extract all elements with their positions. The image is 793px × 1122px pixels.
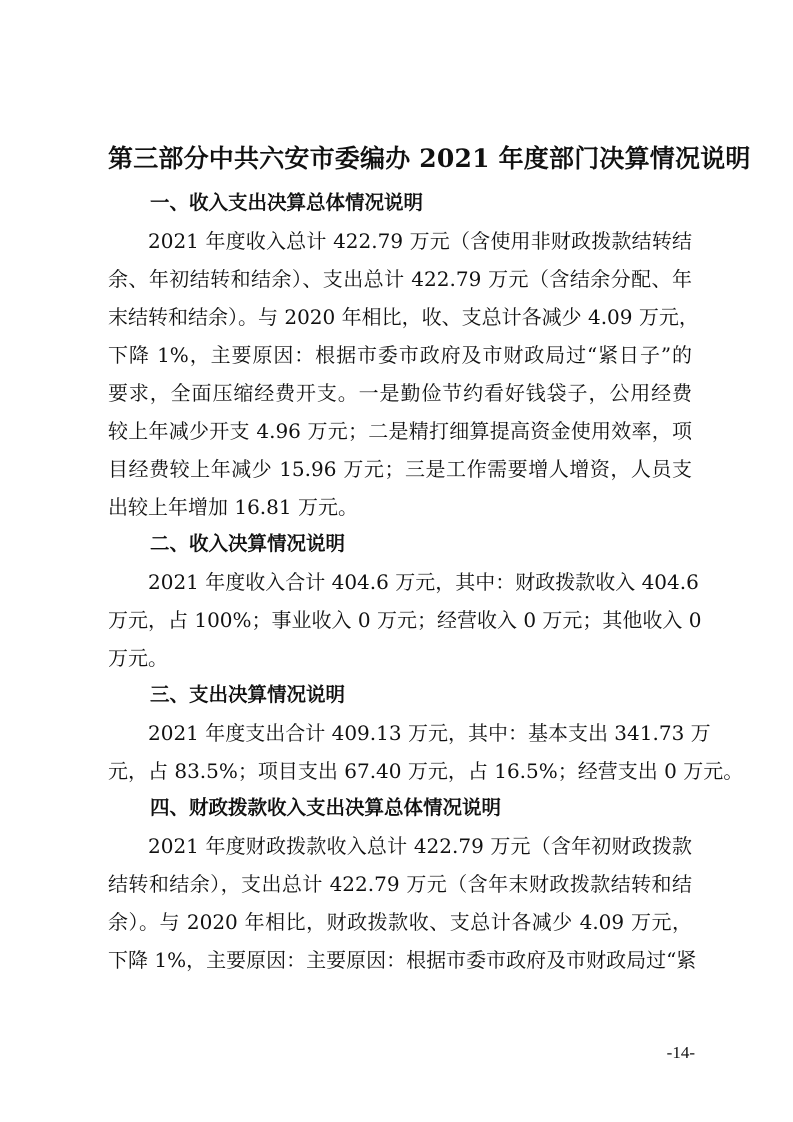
section-paragraph-2 bbox=[108, 563, 702, 677]
paragraph-line: 要求，全面压缩经费开支。一是勤俭节约看好钱袋子，公用经费 bbox=[108, 381, 692, 405]
document-title: 第三部分中共六安市委编办 2021 年度部门决算情况说明 bbox=[108, 144, 751, 173]
paragraph-line: 2021 年度财政拨款收入总计 422.79 万元（含年初财政拨款 bbox=[148, 834, 692, 858]
paragraph-line: 2021 年度收入总计 422.79 万元（含使用非财政拨款结转结 bbox=[148, 229, 692, 253]
paragraph-line: 较上年减少开支 4.96 万元；二是精打细算提高资金使用效率，项 bbox=[108, 419, 692, 443]
paragraph-line: 末结转和结余）。与 2020 年相比，收、支总计各减少 4.09 万元， bbox=[108, 305, 699, 329]
section-heading-4: 四、财政拨款收入支出决算总体情况说明 bbox=[150, 796, 502, 819]
paragraph-line: 目经费较上年减少 15.96 万元；三是工作需要增人增资，人员支 bbox=[108, 457, 692, 481]
paragraph-line: 2021 年度收入合计 404.6 万元，其中：财政拨款收入 404.6 bbox=[148, 570, 699, 594]
paragraph-line: 下降 1%，主要原因：主要原因：根据市委市政府及市财政局过“紧 bbox=[108, 948, 697, 972]
section-heading-2: 二、收入决算情况说明 bbox=[150, 532, 346, 555]
section-paragraph-4 bbox=[108, 827, 697, 979]
paragraph-line: 余）。与 2020 年相比，财政拨款收、支总计各减少 4.09 万元， bbox=[108, 910, 692, 934]
paragraph-line: 元，占 83.5%；项目支出 67.40 万元，占 16.5%；经营支出 0 万元。 bbox=[108, 759, 744, 783]
paragraph-line: 结转和结余），支出总计 422.79 万元（含年末财政拨款结转和结 bbox=[108, 872, 692, 896]
paragraph-line: 出较上年增加 16.81 万元。 bbox=[108, 495, 358, 519]
paragraph-line: 万元。 bbox=[108, 646, 168, 670]
paragraph-line: 万元，占 100%；事业收入 0 万元；经营收入 0 万元；其他收入 0 bbox=[108, 608, 702, 632]
paragraph-line: 2021 年度支出合计 409.13 万元，其中：基本支出 341.73 万 bbox=[148, 721, 711, 745]
page-number: -14- bbox=[666, 1043, 695, 1062]
paragraph-line: 余、年初结转和结余）、支出总计 422.79 万元（含结余分配、年 bbox=[108, 267, 692, 291]
section-heading-1: 一、收入支出决算总体情况说明 bbox=[150, 191, 424, 214]
section-paragraph-3 bbox=[108, 714, 744, 790]
paragraph-line: 下降 1%，主要原因：根据市委市政府及市财政局过“紧日子”的 bbox=[108, 343, 692, 367]
section-heading-3: 三、支出决算情况说明 bbox=[150, 683, 346, 706]
section-paragraph-1 bbox=[108, 222, 699, 526]
